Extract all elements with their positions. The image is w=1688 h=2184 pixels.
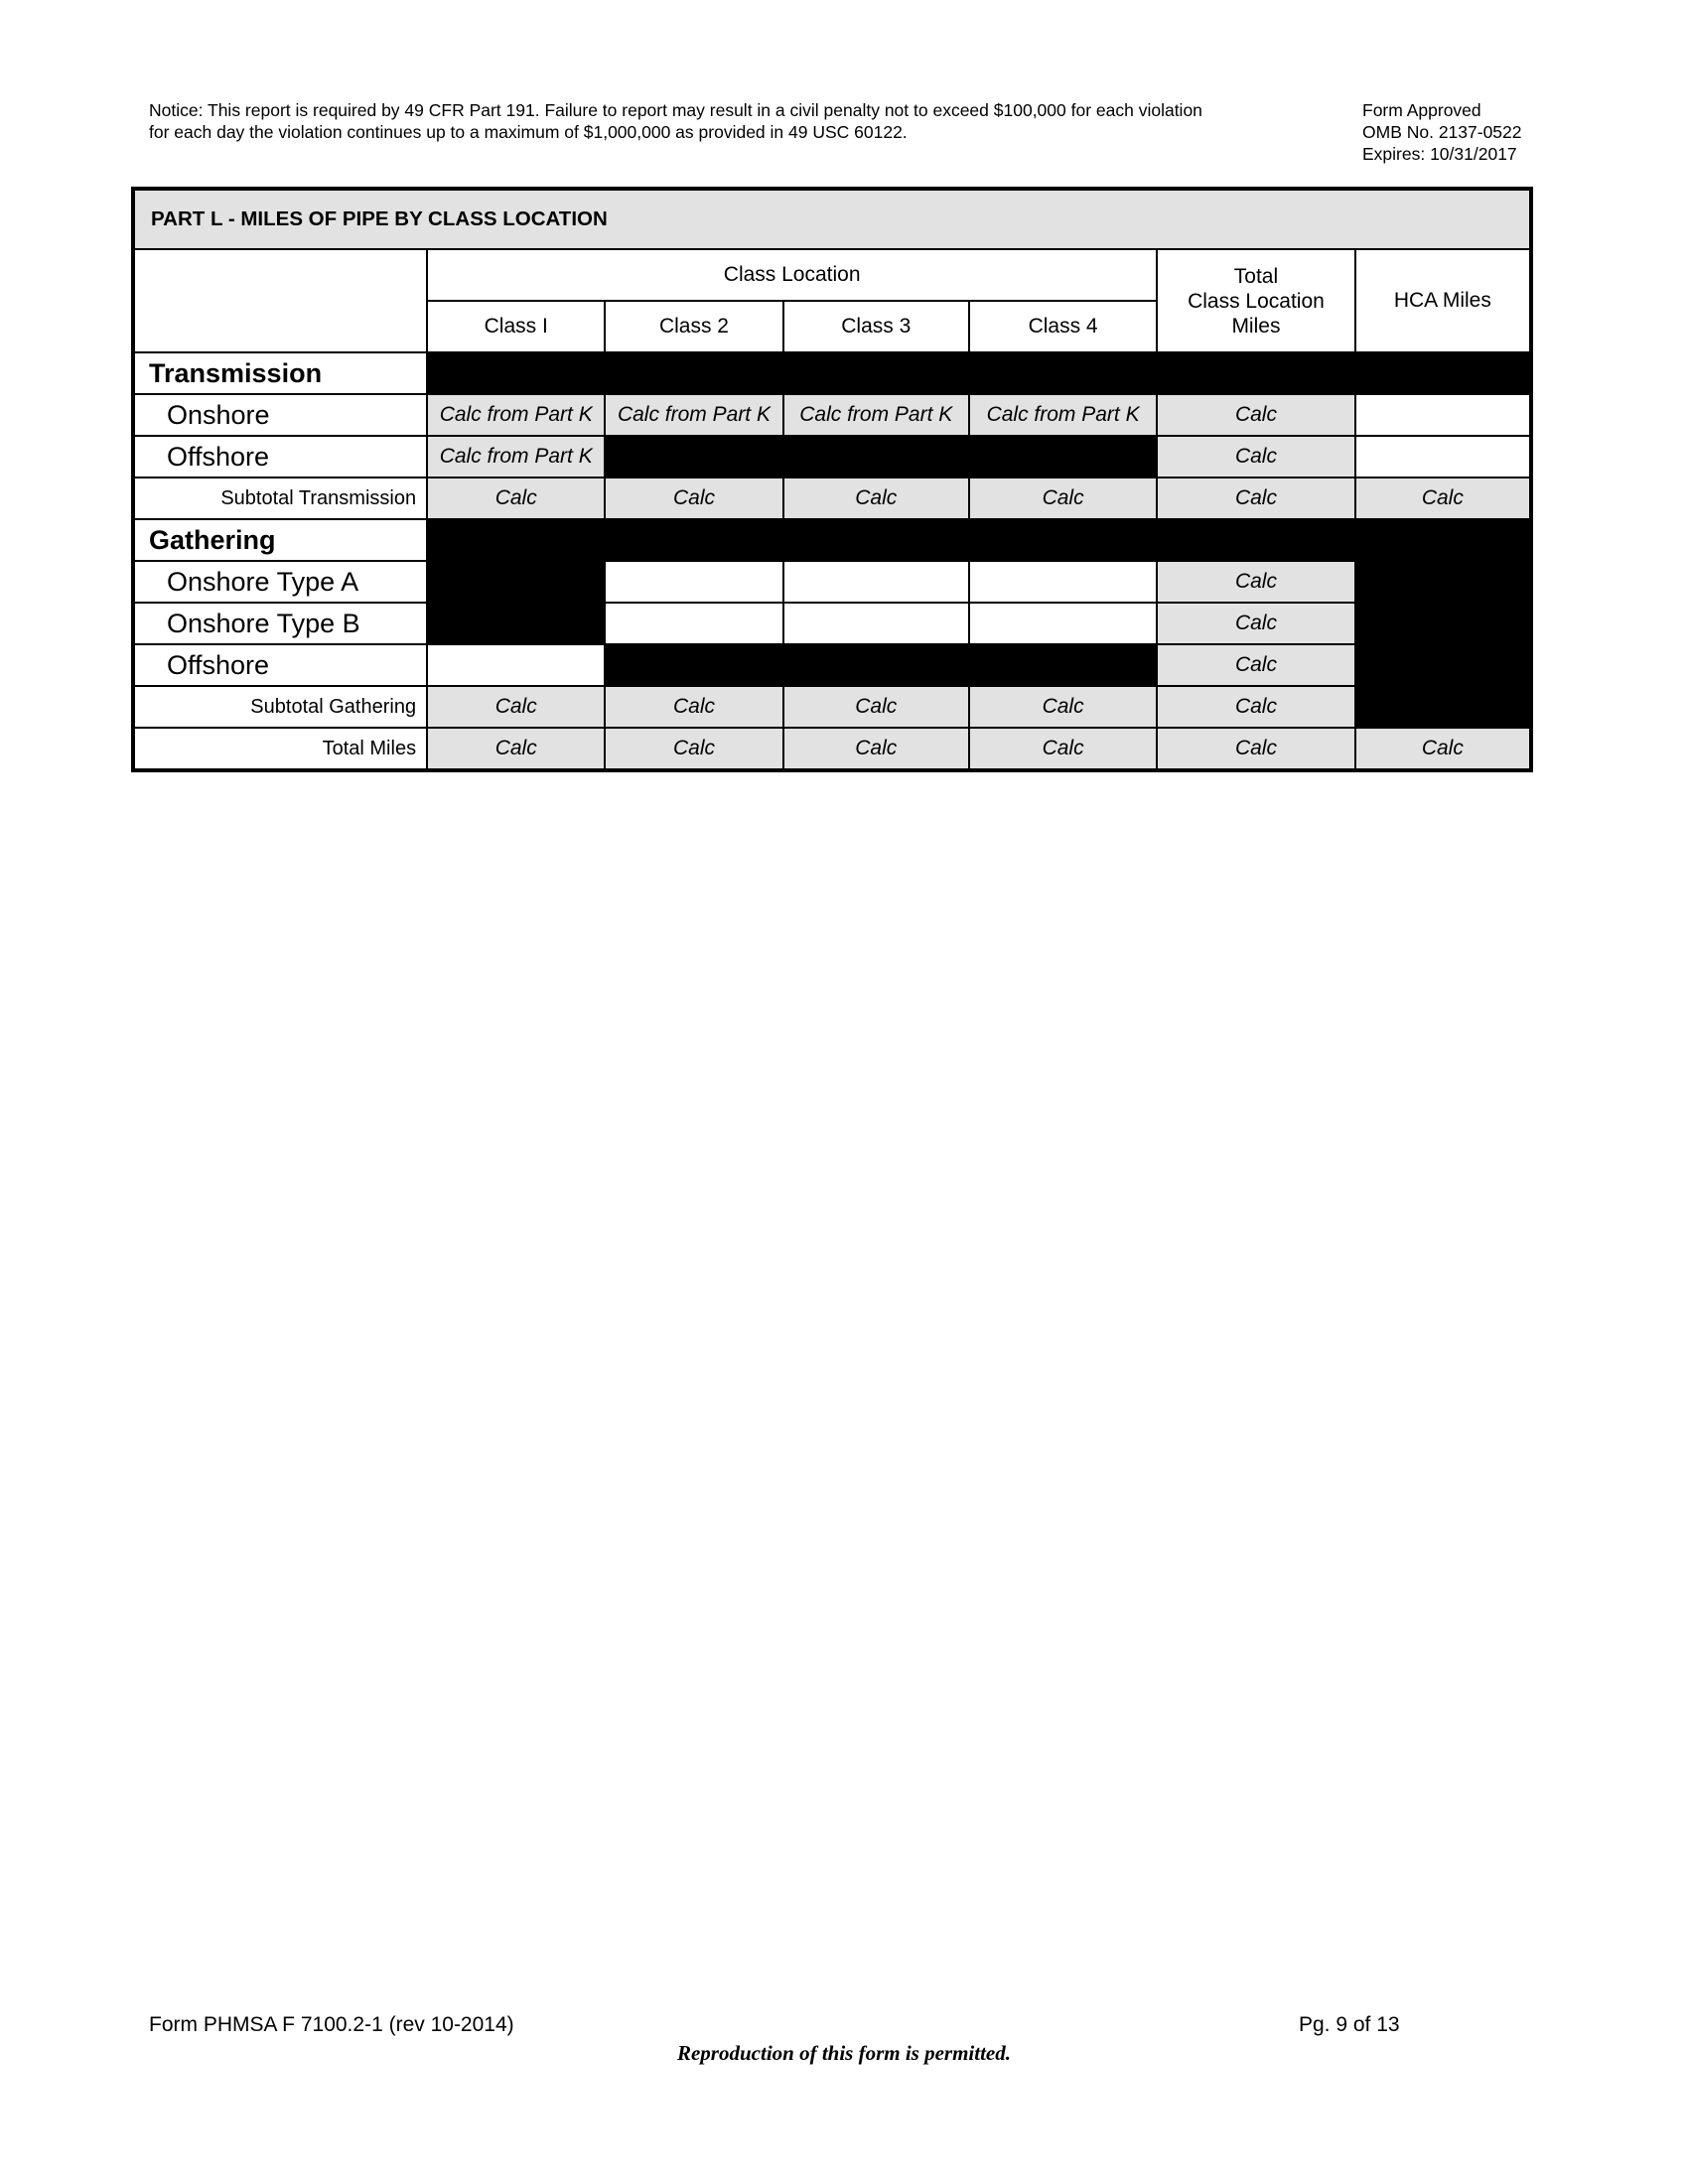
row-header-blank xyxy=(133,249,427,352)
subtotal-transmission-class2: Calc xyxy=(605,478,782,519)
onshore-type-b-class2-input[interactable] xyxy=(605,603,782,644)
total-miles-total: Calc xyxy=(1157,728,1354,770)
subtotal-gathering-class4: Calc xyxy=(969,686,1157,728)
transmission-onshore-class1: Calc from Part K xyxy=(427,394,605,436)
subtotal-gathering-label: Subtotal Gathering xyxy=(133,686,427,728)
subtotal-gathering-class2: Calc xyxy=(605,686,782,728)
reproduction-notice: Reproduction of this form is permitted. xyxy=(676,2041,1012,2065)
class-location-header: Class Location xyxy=(427,249,1157,301)
transmission-onshore-total: Calc xyxy=(1157,394,1354,436)
onshore-type-a-class3-input[interactable] xyxy=(783,561,969,603)
transmission-offshore-class1: Calc from Part K xyxy=(427,436,605,478)
total-line-1: Total xyxy=(1233,264,1279,288)
subtotal-transmission-class3: Calc xyxy=(783,478,969,519)
transmission-onshore-class3: Calc from Part K xyxy=(783,394,969,436)
blocked-cell xyxy=(605,644,1157,686)
blocked-cell xyxy=(427,561,605,603)
class-1-header: Class I xyxy=(427,301,605,352)
onshore-type-b-total: Calc xyxy=(1157,603,1354,644)
gathering-label: Gathering xyxy=(133,519,427,561)
total-miles-class2: Calc xyxy=(605,728,782,770)
blocked-cell xyxy=(427,352,1531,394)
transmission-onshore-label: Onshore xyxy=(133,394,427,436)
total-line-3: Miles xyxy=(1231,314,1281,338)
hca-miles-header: HCA Miles xyxy=(1355,249,1531,352)
subtotal-transmission-class4: Calc xyxy=(969,478,1157,519)
subtotal-transmission-label: Subtotal Transmission xyxy=(133,478,427,519)
total-miles-class3: Calc xyxy=(783,728,969,770)
total-miles-class1: Calc xyxy=(427,728,605,770)
onshore-type-a-label: Onshore Type A xyxy=(133,561,427,603)
onshore-type-b-class3-input[interactable] xyxy=(783,603,969,644)
approval-line-1: Form Approved xyxy=(1362,100,1481,120)
class-3-header: Class 3 xyxy=(783,301,969,352)
notice-line-1: Notice: This report is required by 49 CFR Part 191. Failure to report may result in a civil penalty not to exceed $100,000 for each violation xyxy=(149,100,1202,120)
blocked-cell xyxy=(1355,561,1531,728)
blocked-cell xyxy=(605,436,1157,478)
total-miles-label: Total Miles xyxy=(133,728,427,770)
class-4-header: Class 4 xyxy=(969,301,1157,352)
part-title: PART L - MILES OF PIPE BY CLASS LOCATION xyxy=(133,189,1531,249)
notice-line-2: for each day the violation continues up to a maximum of $1,000,000 as provided in 49 USC 60122. xyxy=(149,122,908,142)
class-2-header: Class 2 xyxy=(605,301,782,352)
total-line-2: Class Location xyxy=(1188,289,1325,313)
page-number: Pg. 9 of 13 xyxy=(1299,2013,1400,2036)
notice-text xyxy=(149,99,1340,143)
transmission-onshore-class2: Calc from Part K xyxy=(605,394,782,436)
total-miles-class4: Calc xyxy=(969,728,1157,770)
onshore-type-a-class2-input[interactable] xyxy=(605,561,782,603)
expiration-date: Expires: 10/31/2017 xyxy=(1362,144,1517,164)
form-id: Form PHMSA F 7100.2-1 (rev 10-2014) xyxy=(149,2013,514,2036)
onshore-type-b-class4-input[interactable] xyxy=(969,603,1157,644)
subtotal-gathering-class3: Calc xyxy=(783,686,969,728)
total-class-location-miles-header xyxy=(1157,249,1354,352)
transmission-onshore-class4: Calc from Part K xyxy=(969,394,1157,436)
blocked-cell xyxy=(427,519,1531,561)
onshore-type-a-total: Calc xyxy=(1157,561,1354,603)
part-l-table xyxy=(131,187,1533,772)
transmission-offshore-total: Calc xyxy=(1157,436,1354,478)
gathering-offshore-total: Calc xyxy=(1157,644,1354,686)
subtotal-gathering-class1: Calc xyxy=(427,686,605,728)
total-miles-hca: Calc xyxy=(1355,728,1531,770)
transmission-label: Transmission xyxy=(133,352,427,394)
subtotal-transmission-hca: Calc xyxy=(1355,478,1531,519)
gathering-offshore-label: Offshore xyxy=(133,644,427,686)
subtotal-transmission-class1: Calc xyxy=(427,478,605,519)
onshore-type-b-label: Onshore Type B xyxy=(133,603,427,644)
subtotal-transmission-total: Calc xyxy=(1157,478,1354,519)
gathering-offshore-class1-input[interactable] xyxy=(427,644,605,686)
blocked-cell xyxy=(427,603,605,644)
transmission-onshore-hca-input[interactable] xyxy=(1355,394,1531,436)
onshore-type-a-class4-input[interactable] xyxy=(969,561,1157,603)
omb-number: OMB No. 2137-0522 xyxy=(1362,122,1522,142)
subtotal-gathering-total: Calc xyxy=(1157,686,1354,728)
form-approval xyxy=(1362,99,1581,165)
transmission-offshore-label: Offshore xyxy=(133,436,427,478)
transmission-offshore-hca-input[interactable] xyxy=(1355,436,1531,478)
